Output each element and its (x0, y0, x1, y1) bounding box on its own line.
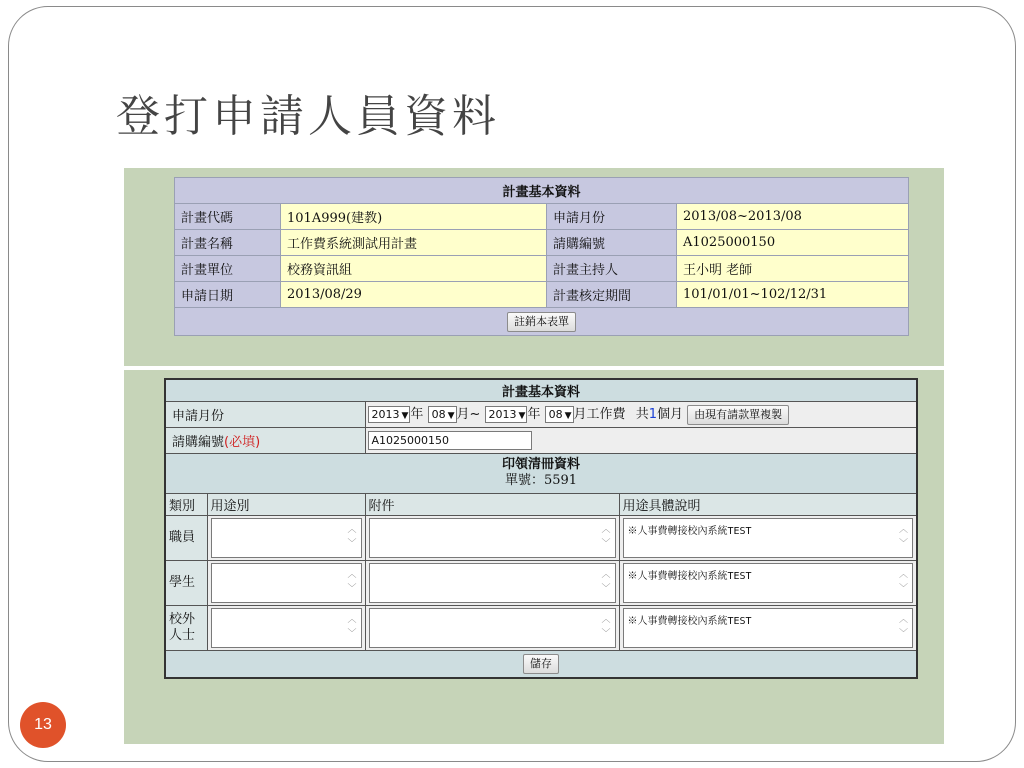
plan-name-label: 計畫名稱 (175, 230, 281, 256)
chevron-down-icon: ▼ (401, 411, 409, 421)
apply-month-label: 申請月份 (547, 204, 677, 230)
plan-host-label: 計畫主持人 (547, 256, 677, 282)
table-row (175, 230, 909, 256)
year-text: 年 (410, 407, 424, 422)
col-attachment: 附件 (365, 493, 619, 515)
copy-from-existing-button[interactable]: 由現有請款單複製 (687, 405, 789, 425)
slide-title: 登打申請人員資料 (116, 91, 500, 142)
row-category: 職員 (165, 515, 207, 560)
table-row (165, 560, 917, 605)
plan-unit-label: 計畫單位 (175, 256, 281, 282)
col-description: 用途具體說明 (619, 493, 917, 515)
plan-code-value: 101A999(建教) (281, 204, 547, 230)
scroll-arrows-icon: ︿ ﹀ (347, 569, 357, 594)
list-header: 印領清冊資料 單號：5591 (165, 453, 917, 493)
plan-host-value: 王小明 老師 (677, 256, 909, 282)
start-month-select[interactable]: 08 ▼ (428, 406, 457, 423)
total-months: 1 (648, 407, 657, 422)
purchase-label-cell: 請購編號(必填) (165, 427, 365, 453)
plan-unit-value: 校務資訊組 (281, 256, 547, 282)
plan-info-header: 計畫基本資料 (175, 178, 909, 204)
end-month-select[interactable]: 08 ▼ (545, 406, 574, 423)
save-button[interactable]: 儲存 (523, 654, 559, 674)
total-prefix: 共 (635, 407, 649, 422)
form-header: 計畫基本資料 (165, 379, 917, 401)
scroll-arrows-icon: ︿ ﹀ (899, 524, 909, 549)
list-number: 單號：5591 (504, 473, 578, 488)
description-textarea[interactable]: ※人事費轉接校內系統TEST ︿ ﹀ (623, 563, 914, 603)
scroll-arrows-icon: ︿ ﹀ (899, 569, 909, 594)
table-row (175, 282, 909, 308)
apply-month-value: 2013/08~2013/08 (677, 204, 909, 230)
plan-code-label: 計畫代碼 (175, 204, 281, 230)
divider (124, 366, 944, 370)
cancel-form-button[interactable]: 註銷本表單 (507, 312, 576, 332)
chevron-down-icon: ▼ (518, 411, 526, 421)
app-screenshot (124, 168, 944, 744)
row-category: 校外人士 (165, 605, 207, 650)
table-row (165, 605, 917, 650)
table-row (175, 204, 909, 230)
apply-date-value: 2013/08/29 (281, 282, 547, 308)
purchase-number-label: 請購編號 (547, 230, 677, 256)
chevron-down-icon: ▼ (447, 411, 455, 421)
year-text: 年 (527, 407, 541, 422)
col-usage: 用途別 (207, 493, 365, 515)
approved-period-label: 計畫核定期間 (547, 282, 677, 308)
scroll-arrows-icon: ︿ ﹀ (601, 614, 611, 639)
attachment-textarea[interactable] (369, 608, 616, 648)
plan-name-value: 工作費系統測試用計畫 (281, 230, 547, 256)
scroll-arrows-icon: ︿ ﹀ (601, 524, 611, 549)
start-year-select[interactable]: 2013 ▼ (368, 406, 411, 423)
apply-date-label: 申請日期 (175, 282, 281, 308)
scroll-arrows-icon: ︿ ﹀ (601, 569, 611, 594)
scroll-arrows-icon: ︿ ﹀ (899, 614, 909, 639)
usage-textarea[interactable] (211, 608, 362, 648)
usage-textarea[interactable] (211, 563, 362, 603)
attachment-textarea[interactable] (369, 518, 616, 558)
month-label: 申請月份 (165, 401, 365, 427)
total-suffix: 個月 (657, 407, 684, 422)
usage-textarea[interactable] (211, 518, 362, 558)
col-category: 類別 (165, 493, 207, 515)
plan-info-table (174, 177, 909, 336)
chevron-down-icon: ▼ (564, 411, 572, 421)
application-form-table (164, 378, 918, 679)
purchase-number-value: A1025000150 (677, 230, 909, 256)
end-year-select[interactable]: 2013 ▼ (485, 406, 528, 423)
description-textarea[interactable]: ※人事費轉接校內系統TEST ︿ ﹀ (623, 518, 914, 558)
fee-text: 月工作費 (573, 407, 626, 422)
table-row (165, 515, 917, 560)
scroll-arrows-icon: ︿ ﹀ (347, 614, 357, 639)
row-category: 學生 (165, 560, 207, 605)
description-textarea[interactable]: ※人事費轉接校內系統TEST ︿ ﹀ (623, 608, 914, 648)
scroll-arrows-icon: ︿ ﹀ (347, 524, 357, 549)
purchase-number-input[interactable]: A1025000150 (368, 431, 532, 450)
month-range-text: 月~ (456, 407, 481, 422)
required-mark: (必填) (224, 434, 261, 450)
approved-period-value: 101/01/01~102/12/31 (677, 282, 909, 308)
attachment-textarea[interactable] (369, 563, 616, 603)
page-number: 13 (20, 702, 66, 748)
table-row (175, 256, 909, 282)
